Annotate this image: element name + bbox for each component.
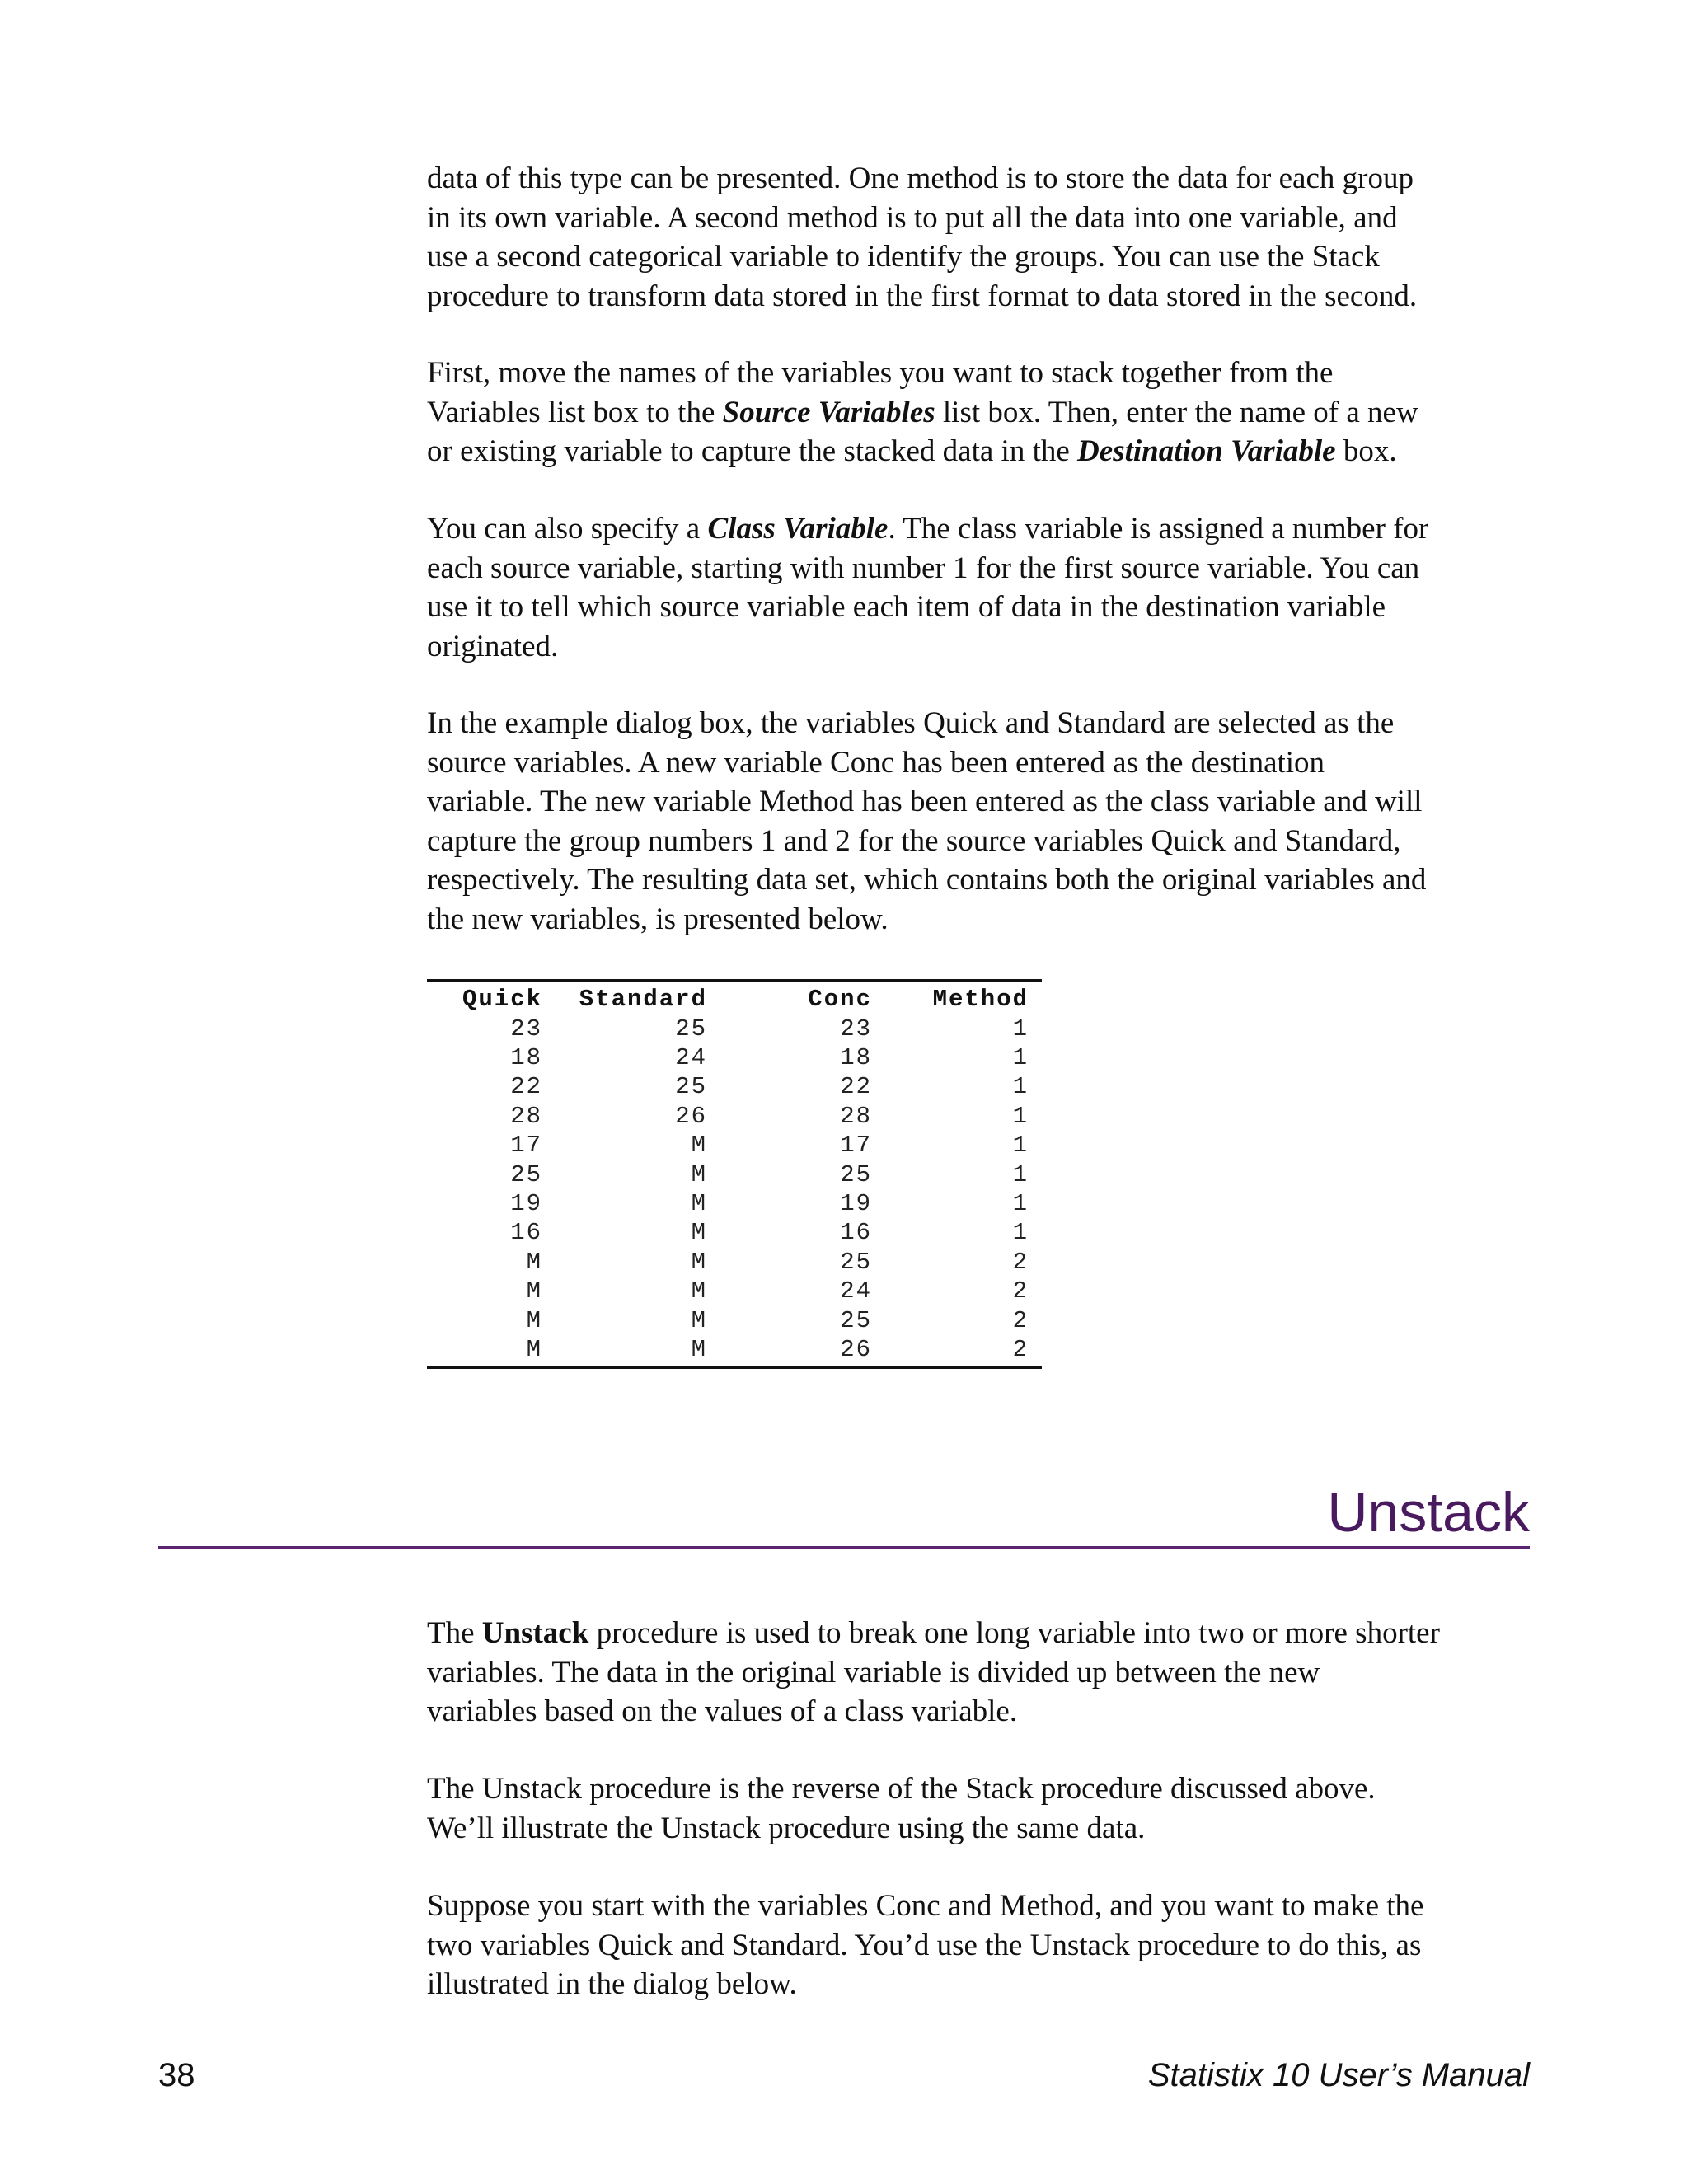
cell-quick: 25 xyxy=(510,1160,542,1188)
text-line: variables based on the values of a class variable. xyxy=(427,1694,1018,1728)
table-row xyxy=(427,1132,1042,1160)
cell-method: 1 xyxy=(1012,1132,1029,1160)
text-line: each source variable, starting with number 1 for the first source variable. You can xyxy=(427,551,1420,585)
cell-conc: 25 xyxy=(840,1160,872,1188)
text-line: data of this type can be presented. One method is to store the data for each group xyxy=(427,162,1414,195)
cell-method: 1 xyxy=(1012,1015,1029,1043)
cell-conc: 19 xyxy=(840,1189,872,1217)
cell-conc: 25 xyxy=(840,1248,872,1276)
cell-conc: 24 xyxy=(840,1277,872,1305)
cell-standard: 25 xyxy=(675,1015,707,1043)
cell-standard: M xyxy=(691,1132,707,1160)
text-line xyxy=(427,432,1531,471)
cell-quick: 23 xyxy=(510,1015,542,1043)
text-line xyxy=(427,1614,1531,1653)
column-header-conc: Conc xyxy=(808,986,872,1013)
page-number: 38 xyxy=(158,2057,195,2093)
term-unstack: Unstack xyxy=(481,1616,589,1650)
section-title: Unstack xyxy=(1327,1481,1530,1544)
text-line xyxy=(427,509,1531,549)
term-source-variables: Source Variables xyxy=(722,395,935,429)
cell-quick: M xyxy=(526,1248,542,1276)
term-destination-variable: Destination Variable xyxy=(1077,434,1336,468)
cell-method: 1 xyxy=(1012,1160,1029,1188)
text-run: or existing variable to capture the stacked data in the xyxy=(427,434,1078,468)
text-line: source variables. A new variable Conc has been entered as the destination xyxy=(427,745,1325,780)
cell-quick: M xyxy=(526,1277,542,1305)
cell-conc: 22 xyxy=(840,1073,872,1101)
text-run: You can also specify a xyxy=(427,512,708,546)
text-run: box. xyxy=(1335,434,1397,468)
text-line: respectively. The resulting data set, which contains both the original variables and xyxy=(427,863,1427,897)
table-row xyxy=(427,1277,1042,1306)
cell-standard: 26 xyxy=(675,1102,707,1130)
cell-conc: 18 xyxy=(840,1043,872,1071)
table-row xyxy=(427,1103,1042,1132)
cell-conc: 16 xyxy=(840,1219,872,1247)
text-line: First, move the names of the variables you want to stack together from the xyxy=(427,356,1334,390)
cell-quick: 19 xyxy=(510,1189,542,1217)
table-row xyxy=(427,1073,1042,1102)
cell-standard: M xyxy=(691,1306,707,1334)
text-line: variables. The data in the original variable is divided up between the new xyxy=(427,1655,1320,1690)
cell-method: 2 xyxy=(1012,1306,1029,1334)
text-line: illustrated in the dialog below. xyxy=(427,1967,797,2001)
cell-standard: M xyxy=(691,1335,707,1363)
table-row xyxy=(427,1249,1042,1277)
cell-conc: 26 xyxy=(840,1335,872,1363)
cell-quick: 18 xyxy=(510,1043,542,1071)
cell-method: 1 xyxy=(1012,1043,1029,1071)
text-line: originated. xyxy=(427,629,559,663)
cell-conc: 23 xyxy=(840,1015,872,1043)
cell-quick: 16 xyxy=(510,1219,542,1247)
cell-method: 2 xyxy=(1012,1335,1029,1363)
table-row xyxy=(427,1336,1042,1365)
text-run: Variables list box to the xyxy=(427,395,723,429)
text-line: two variables Quick and Standard. You’d use the Unstack procedure to do this, as xyxy=(427,1928,1422,1962)
cell-quick: 28 xyxy=(510,1102,542,1130)
manual-title: Statistix 10 User’s Manual xyxy=(1147,2057,1530,2093)
column-header-method: Method xyxy=(932,986,1029,1013)
table-row xyxy=(427,1015,1042,1044)
table-top-rule xyxy=(427,979,1042,982)
text-line: The Unstack procedure is the reverse of the Stack procedure discussed above. xyxy=(427,1772,1376,1806)
text-run: list box. Then, enter the name of a new xyxy=(935,395,1418,429)
term-class-variable: Class Variable xyxy=(707,512,889,546)
table-row xyxy=(427,1307,1042,1336)
cell-standard: 24 xyxy=(675,1043,707,1071)
table-bottom-rule xyxy=(427,1366,1042,1369)
text-line: capture the group numbers 1 and 2 for the source variables Quick and Standard, xyxy=(427,823,1401,858)
text-run: procedure is used to break one long variable into two or more shorter xyxy=(588,1616,1440,1650)
cell-method: 2 xyxy=(1012,1248,1029,1276)
text-line: the new variables, is presented below. xyxy=(427,902,889,936)
cell-conc: 25 xyxy=(840,1306,872,1334)
text-line: variable. The new variable Method has been entered as the class variable and will xyxy=(427,785,1423,818)
column-header-quick: Quick xyxy=(462,986,542,1013)
cell-method: 2 xyxy=(1012,1277,1029,1305)
section-divider xyxy=(158,1546,1530,1549)
cell-method: 1 xyxy=(1012,1102,1029,1130)
table-row xyxy=(427,1219,1042,1248)
table-row xyxy=(427,1161,1042,1190)
cell-standard: M xyxy=(691,1277,707,1305)
table-header-row xyxy=(427,986,1042,1015)
text-line: in its own variable. A second method is to put all the data into one variable, and xyxy=(427,200,1398,235)
cell-standard: M xyxy=(691,1189,707,1217)
cell-quick: M xyxy=(526,1335,542,1363)
text-line: procedure to transform data stored in the first format to data stored in the second. xyxy=(427,279,1418,313)
cell-conc: 17 xyxy=(840,1132,872,1160)
text-line: We’ll illustrate the Unstack procedure using the same data. xyxy=(427,1811,1146,1845)
cell-quick: 17 xyxy=(510,1132,542,1160)
text-run: . The class variable is assigned a number for xyxy=(888,512,1429,546)
text-line: use a second categorical variable to identify the groups. You can use the Stack xyxy=(427,240,1380,274)
table-row xyxy=(427,1044,1042,1073)
cell-method: 1 xyxy=(1012,1219,1029,1247)
cell-quick: 22 xyxy=(510,1073,542,1101)
cell-method: 1 xyxy=(1012,1073,1029,1101)
text-line xyxy=(427,393,1531,433)
cell-quick: M xyxy=(526,1306,542,1334)
column-header-standard: Standard xyxy=(579,986,707,1013)
table-row xyxy=(427,1190,1042,1219)
cell-conc: 28 xyxy=(840,1102,872,1130)
cell-standard: M xyxy=(691,1160,707,1188)
cell-standard: 25 xyxy=(675,1073,707,1101)
text-line: In the example dialog box, the variables Quick and Standard are selected as the xyxy=(427,706,1395,740)
text-run: The xyxy=(427,1616,482,1650)
text-line: use it to tell which source variable each item of data in the destination variable xyxy=(427,590,1386,624)
text-line: Suppose you start with the variables Conc and Method, and you want to make the xyxy=(427,1889,1424,1923)
cell-standard: M xyxy=(691,1219,707,1247)
cell-method: 1 xyxy=(1012,1189,1029,1217)
cell-standard: M xyxy=(691,1248,707,1276)
